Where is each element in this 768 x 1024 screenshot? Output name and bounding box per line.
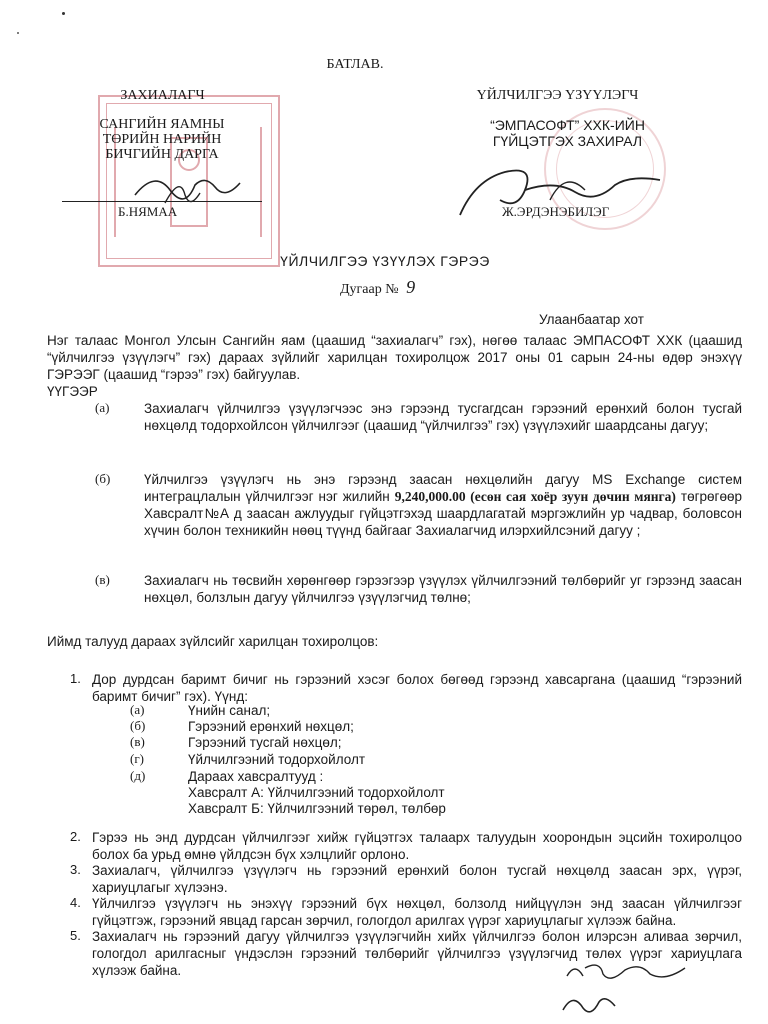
contract-number-handwritten: 9 xyxy=(406,277,416,297)
clause-number: 4. xyxy=(70,895,81,910)
client-org-line: БИЧГИЙН ДАРГА xyxy=(105,147,219,162)
contract-number-label: Дугаар № xyxy=(340,282,399,297)
agreement-intro: Иймд талууд дараах зүйлсийг харилцан тохиролцов: xyxy=(47,634,379,649)
client-signer: Б.НЯМАА xyxy=(118,204,178,219)
recital-text: Захиалагч нь төсвийн хөрөнгөөр гэрээгээр үзүүлэх үйлчилгээний төлбөрийг уг гэрээнд заасан нөхцөл, болзлын дагуу үйлчилгээ үзүүлэгчид төлнө; xyxy=(144,573,742,605)
doc-text: Үйлчилгээний тодорхойлолт xyxy=(188,752,366,767)
doc-mark: (д) xyxy=(130,768,146,783)
clause-number: 3. xyxy=(70,862,81,877)
clause-number: 1. xyxy=(70,671,81,686)
scan-speck xyxy=(62,12,65,15)
approve-title: БАТЛАВ. xyxy=(326,57,384,72)
doc-mark: (а) xyxy=(130,702,145,717)
clause-text: Гэрээ нь энд дурдсан үйлчилгээг хийж гүйцэтгэх талаарх талуудын хоорондын эцсийн тохиролцоо болох ба урьд өмнө үйлдсэн бүх хэлцлийг орлоно. xyxy=(92,830,742,862)
client-role: ЗАХИАЛАГЧ xyxy=(120,88,205,103)
recital-text: Үйлчилгээ үзүүлэгч нь энэ гэрээнд заасан нөхцөлийн дагуу MS Exchange систем интеграцлалын үйлчилгээг нэг жилийн 9,240,000.00 (есөн сая хоёр зуун дөчин мянга) төгрөгөөр Хавсралт№А д заасан ажлуудыг гүйцэтгэхэд шаардлагатай мэргэжлийн ур чадвар, боловсон хүчин болон техникийн нөөц түүнд байгааг Захиалагчид илэрхийлсэний дагуу ; xyxy=(144,472,742,538)
doc-text: Гэрээний тусгай нөхцөл; xyxy=(188,735,342,750)
doc-mark: (г) xyxy=(130,751,144,766)
contract-title: ҮЙЛЧИЛГЭЭ ҮЗҮҮЛЭХ ГЭРЭЭ xyxy=(280,253,490,269)
footer-initials xyxy=(555,958,715,1020)
client-org-line: ТӨРИЙН НАРИЙН xyxy=(102,132,222,147)
clause-text: Захиалагч, үйлчилгээ үзүүлэгч нь гэрээний ерөнхий болон тусгай нөхцөлд заасан эрх, үүрэг, хариуцлагыг хүлээнэ. xyxy=(92,863,742,895)
client-org-line: САНГИЙН ЯАМНЫ xyxy=(99,117,225,132)
provider-org-line: ГҮЙЦЭТГЭХ ЗАХИРАЛ xyxy=(492,133,643,149)
annex-item: Хавсралт А: Үйлчилгээний тодорхойлолт xyxy=(188,785,445,800)
annex-item: Хавсралт Б: Үйлчилгээний төрөл, төлбөр xyxy=(188,801,446,816)
doc-mark: (в) xyxy=(130,734,145,749)
doc-text: Үнийн санал; xyxy=(188,703,271,718)
clause-text: Дор дурдсан баримт бичиг нь гэрээний хэсэг болох бөгөөд гэрээнд хавсаргана (цаашид “гэрээний баримт бичиг” гэх). Үүнд: xyxy=(92,672,742,704)
doc-mark: (б) xyxy=(130,718,146,733)
provider-org-line: “ЭМПАСОФТ” ХХК-ИЙН xyxy=(490,117,645,133)
recital-mark: (б) xyxy=(95,471,111,486)
doc-text: Дараах хавсралтууд : xyxy=(188,769,324,784)
clause-number: 5. xyxy=(70,928,81,943)
recital-mark: (в) xyxy=(95,572,110,587)
intro-paragraph: Нэг талаас Монгол Улсын Сангийн яам (цаашид “захиалагч” гэх), нөгөө талаас ЭМПАСОФТ ХХК (цаашид “үйлчилгээ үзүүлэгч” гэх) дараах зүйлийг харилцан тохиролцож 2017 оны 01 сарын 24-ны өдөр энэхүү ГЭРЭЭГ (цаашид “гэрээ” гэх) байгуулав. xyxy=(47,333,742,382)
scan-speck xyxy=(17,32,19,34)
contract-amount: 9,240,000.00 (есөн сая хоёр зуун дөчин мянга) xyxy=(394,489,676,504)
place: Улаанбаатар хот xyxy=(539,312,644,327)
doc-text: Гэрээний ерөнхий нөхцөл; xyxy=(188,719,354,734)
whereas-title: ҮҮГЭЭР xyxy=(47,384,98,399)
recital-mark: (а) xyxy=(95,400,110,415)
clause-text: Захиалагч нь гэрээний дагуу үйлчилгээ үзүүлэгчийн хийх үйлчилгээ болон илэрсэн аливаа зөрчил, гологдол арилгасныг үндэслэн гэрээний төлбөрийг үйлчилгээ үзүүлэгчид төлөх үүрэг хариуцлага хүлээж байна. xyxy=(92,929,742,978)
provider-signer: Ж.ЭРДЭНЭБИЛЭГ xyxy=(502,204,610,219)
clause-number: 2. xyxy=(70,829,81,844)
provider-role: ҮЙЛЧИЛГЭЭ ҮЗҮҮЛЭГЧ xyxy=(476,88,639,103)
client-signature-line xyxy=(62,201,262,202)
contract-number xyxy=(340,277,415,298)
recital-text: Захиалагч үйлчилгээ үзүүлэгчээс энэ гэрээнд тусгагдсан гэрээний ерөнхий болон тусгай нөхцөлд тодорхойлсон үйлчилгээг (цаашид “үйлчилгээ” гэх) үзүүлэхийг шаардсаны дагуу; xyxy=(144,401,742,433)
clause-text: Үйлчилгээ үзүүлэгч нь энэхүү гэрээний бүх нөхцөл, болзолд нийцүүлэн энд заасан үйлчилгээг гүйцэтгэж, гэрээний явцад гарсан зөрчил, гологдол арилгах үүрэг хариуцлагыг хүлээж байна. xyxy=(92,896,742,928)
